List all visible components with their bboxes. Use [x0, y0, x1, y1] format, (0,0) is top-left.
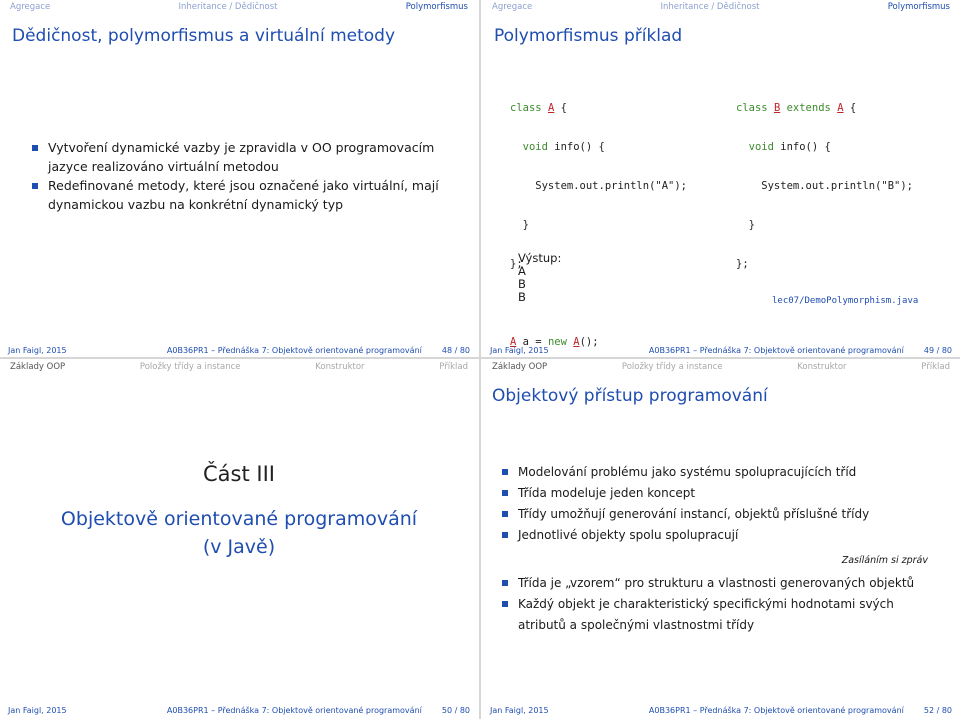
bullet-item: Modelování problému jako systému spolupracujících tříd	[502, 462, 932, 483]
slide-nav	[482, 0, 960, 14]
nav-konstruktor[interactable]: Konstruktor	[315, 362, 365, 372]
nav-polozky[interactable]: Položky třídy a instance	[139, 362, 241, 372]
output-line: B	[518, 277, 526, 291]
code-line: };	[510, 258, 523, 270]
output-block	[518, 252, 561, 304]
footer-page: 50 / 80	[441, 706, 470, 715]
slide-footer	[482, 704, 960, 717]
slide-title: Polymorfismus příklad	[494, 26, 683, 46]
slide-title: Dědičnost, polymorfismus a virtuální metody	[12, 26, 396, 46]
slide-footer	[0, 344, 478, 357]
nav-agregace[interactable]: Agregace	[10, 2, 51, 12]
footer-author: Jan Faigl, 2015	[490, 346, 549, 355]
bullet-note: Zasíláním si zpráv	[841, 555, 928, 566]
code-line: System.out.println("B");	[736, 180, 914, 192]
code-line: class A {	[510, 102, 567, 114]
horizontal-separator	[0, 357, 960, 359]
bullet-item: Třída modeluje jeden koncept	[502, 483, 932, 504]
slide-title: Objektový přístup programování	[492, 386, 768, 406]
footer-author: Jan Faigl, 2015	[8, 346, 67, 355]
footer-page: 49 / 80	[923, 346, 952, 355]
slide-49	[482, 0, 960, 357]
slide-nav	[0, 0, 478, 14]
footer-course: A0B36PR1 – Přednáška 7: Objektově orientované programování	[648, 706, 904, 715]
bullet-item: Jednotlivé objekty spolu spolupracují	[502, 525, 932, 546]
part-heading: Část III	[203, 462, 275, 486]
slide-50	[0, 360, 478, 717]
bullet-item: Třídy umožňují generování instancí, objektů příslušné třídy	[502, 504, 932, 525]
nav-agregace[interactable]: Agregace	[492, 2, 533, 12]
slide-52	[482, 360, 960, 717]
nav-polymorfismus[interactable]: Polymorfismus	[405, 2, 468, 12]
part-subtitle-language: (v Javě)	[202, 536, 276, 558]
footer-page: 48 / 80	[441, 346, 470, 355]
slide-nav	[0, 360, 478, 374]
nav-inheritance[interactable]: Inheritance / Dědičnost	[660, 2, 760, 12]
code-line: }	[510, 219, 529, 231]
slide-48	[0, 0, 478, 357]
footer-author: Jan Faigl, 2015	[490, 706, 549, 715]
nav-polymorfismus[interactable]: Polymorfismus	[887, 2, 950, 12]
part-subtitle: Objektově orientované programování	[60, 508, 418, 530]
slide-footer	[482, 344, 960, 357]
bullet-item: Vytvoření dynamické vazby je zpravidla v OO programovacím jazyce realizováno virtuální metodou	[32, 138, 442, 176]
output-line: A	[518, 264, 526, 278]
footer-page: 52 / 80	[923, 706, 952, 715]
code-line: class B extends A {	[736, 102, 857, 114]
footer-course: A0B36PR1 – Přednáška 7: Objektově orientované programování	[166, 346, 422, 355]
nav-zaklady-oop[interactable]: Základy OOP	[10, 362, 66, 372]
nav-konstruktor[interactable]: Konstruktor	[797, 362, 847, 372]
footer-author: Jan Faigl, 2015	[8, 706, 67, 715]
code-block-right	[736, 76, 913, 297]
nav-priklad[interactable]: Příklad	[921, 362, 950, 372]
code-line: }	[736, 219, 755, 231]
code-line: void info() {	[748, 141, 831, 153]
nav-polozky[interactable]: Položky třídy a instance	[621, 362, 723, 372]
nav-zaklady-oop[interactable]: Základy OOP	[492, 362, 548, 372]
output-label: Výstup:	[518, 251, 562, 265]
bullet-item: Redefinované metody, které jsou označené jako virtuální, mají dynamickou vazbu na konkrétní dynamický typ	[32, 176, 442, 214]
nav-priklad[interactable]: Příklad	[439, 362, 468, 372]
footer-course: A0B36PR1 – Přednáška 7: Objektově orientované programování	[166, 706, 422, 715]
bullet-list	[32, 138, 442, 214]
nav-inheritance[interactable]: Inheritance / Dědičnost	[178, 2, 278, 12]
bullet-item: Každý objekt je charakteristický specifickými hodnotami svých atributů a společnými vlastnostmi třídy	[502, 594, 932, 636]
bullet-list	[502, 462, 932, 636]
source-file-link[interactable]: lec07/DemoPolymorphism.java	[772, 296, 919, 306]
bullet-item: Třída je „vzorem“ pro strukturu a vlastnosti generovaných objektů	[502, 573, 932, 594]
code-line: System.out.println("A");	[510, 180, 688, 192]
slide-footer	[0, 704, 478, 717]
footer-course: A0B36PR1 – Přednáška 7: Objektově orientované programování	[648, 346, 904, 355]
code-line: };	[736, 258, 749, 270]
code-line: void info() {	[522, 141, 605, 153]
code-line: A a = new A();	[510, 336, 599, 348]
output-line: B	[518, 290, 526, 304]
vertical-separator	[479, 0, 481, 719]
slide-nav	[482, 360, 960, 374]
